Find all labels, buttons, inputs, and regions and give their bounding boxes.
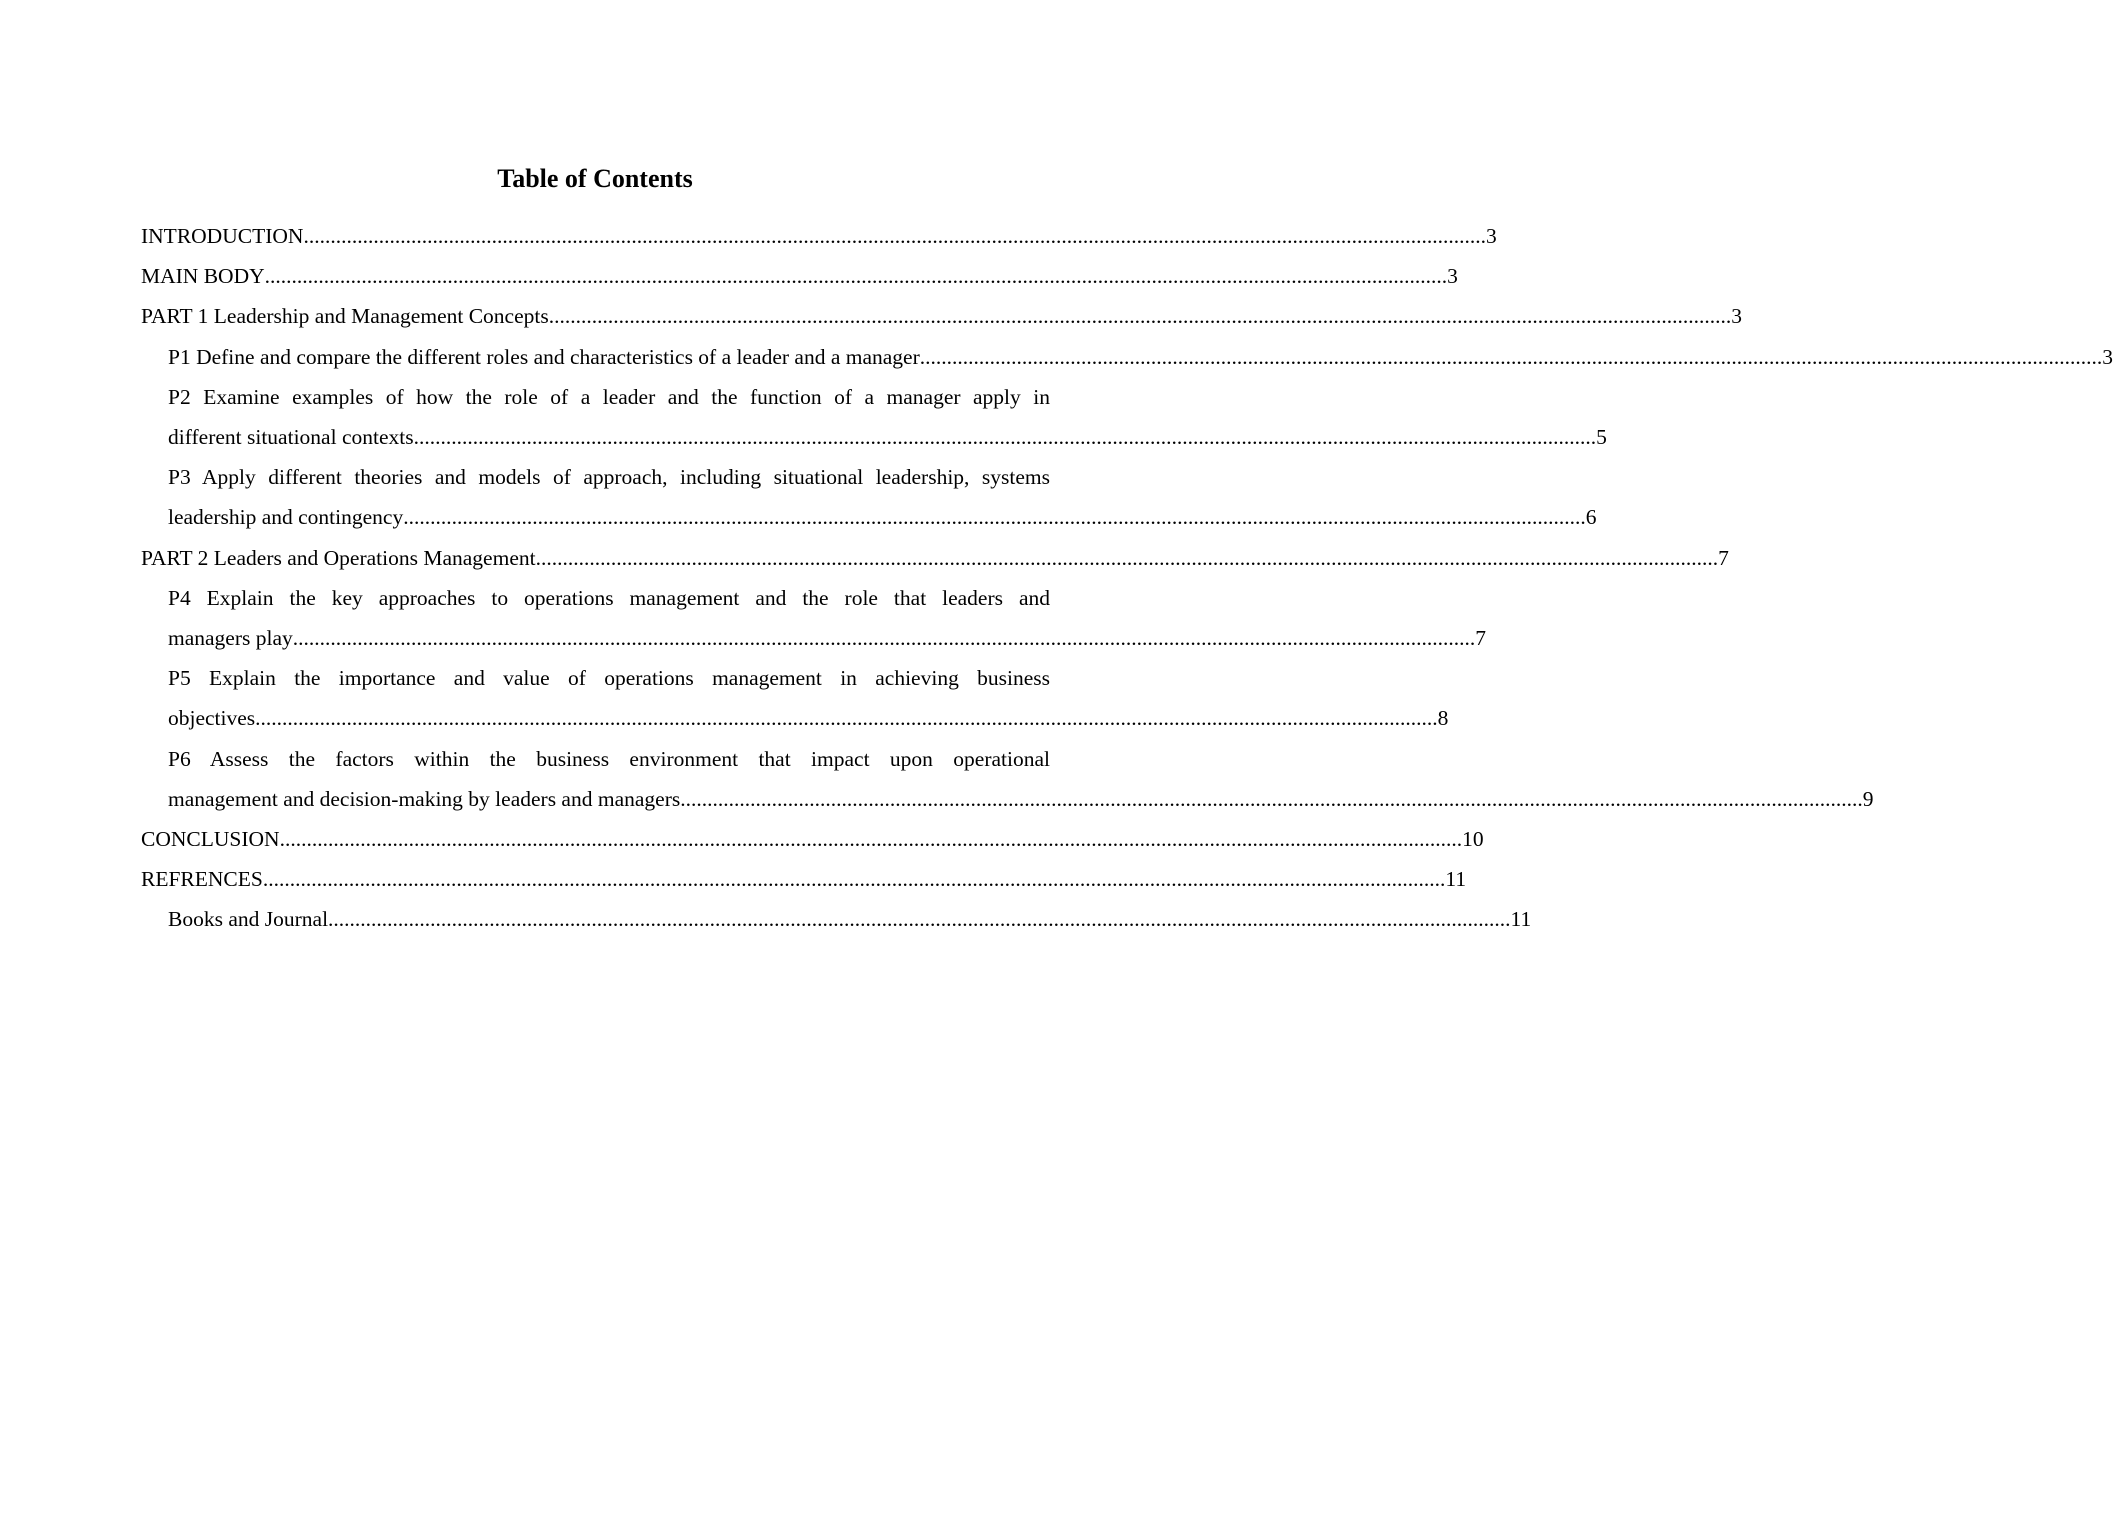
toc-page-number: 11: [1445, 867, 1467, 892]
toc-entry-title: managers play: [168, 626, 293, 651]
toc-entry-references[interactable]: [141, 859, 1467, 899]
toc-entry-p6[interactable]: [168, 739, 1874, 819]
toc-entry-title: PART 1 Leadership and Management Concepts: [141, 304, 549, 329]
toc-entry-introduction[interactable]: [141, 216, 1497, 256]
dot-leader: ............................................................................................................................................................................................................................: [279, 827, 1463, 852]
dot-leader: ............................................................................................................................................................................................................................: [413, 425, 1597, 450]
toc-page-number: 7: [1718, 545, 1729, 570]
toc-page-number: 11: [1510, 907, 1532, 932]
toc-page-number: 7: [1475, 626, 1487, 651]
toc-entry-title: Books and Journal: [168, 907, 329, 932]
toc-entry-title: REFRENCES: [141, 867, 263, 892]
toc-entry-p5[interactable]: [168, 658, 1449, 738]
toc-entry-title: objectives: [168, 706, 256, 731]
dot-leader: ............................................................................................................................................................................................................................: [680, 786, 1863, 811]
toc-entry-title-line: P6 Assess the factors within the business environment that impact upon operational: [168, 746, 1050, 771]
toc-page-number: 3: [1447, 264, 1458, 289]
toc-page-number: 10: [1462, 827, 1484, 852]
toc-entry-title: CONCLUSION: [141, 827, 280, 852]
toc-page-number: 5: [1596, 425, 1607, 450]
toc-entry-part-1[interactable]: [141, 296, 1742, 336]
toc-page-number: 8: [1437, 706, 1449, 731]
toc-title: Table of Contents: [497, 164, 693, 193]
dot-leader: ............................................................................................................................................................................................................................: [919, 344, 2103, 369]
toc-page-number: 9: [1862, 786, 1874, 811]
dot-leader: ............................................................................................................................................................................................................................: [548, 304, 1732, 329]
toc-entry-p1[interactable]: [168, 337, 2113, 377]
toc-entry-title-line: P3 Apply different theories and models of approach, including situational leadership, systems: [168, 465, 1050, 490]
toc-entry-title: different situational contexts: [168, 425, 414, 450]
toc-page-number: 3: [1731, 304, 1742, 329]
toc-entry-title-line: P5 Explain the importance and value of operations management in achieving business: [168, 666, 1050, 691]
table-of-contents: [141, 216, 2113, 940]
toc-entry-main-body[interactable]: [141, 256, 1458, 296]
dot-leader: ............................................................................................................................................................................................................................: [292, 626, 1476, 651]
toc-entry-p4[interactable]: [168, 578, 1487, 658]
toc-entry-p3[interactable]: [168, 457, 1597, 537]
dot-leader: ............................................................................................................................................................................................................................: [264, 264, 1448, 289]
toc-entry-conclusion[interactable]: [141, 819, 1484, 859]
toc-entry-p2[interactable]: [168, 377, 1607, 457]
toc-entry-title: INTRODUCTION: [141, 224, 304, 248]
dot-leader: ............................................................................................................................................................................................................................: [328, 907, 1511, 932]
toc-entry-title: P1 Define and compare the different roles and characteristics of a leader and a manager: [168, 344, 920, 369]
toc-entry-title: PART 2 Leaders and Operations Management: [141, 545, 536, 570]
toc-entry-title: leadership and contingency: [168, 505, 404, 530]
dot-leader: ............................................................................................................................................................................................................................: [262, 867, 1446, 892]
toc-page-number: 3: [2102, 344, 2113, 369]
dot-leader: ............................................................................................................................................................................................................................: [255, 706, 1438, 731]
dot-leader: ............................................................................................................................................................................................................................: [303, 224, 1486, 248]
toc-entry-title-line: P2 Examine examples of how the role of a leader and the function of a manager apply in: [168, 384, 1050, 409]
toc-page-number: 6: [1585, 505, 1597, 530]
dot-leader: ............................................................................................................................................................................................................................: [535, 545, 1719, 570]
toc-entry-title: management and decision-making by leaders and managers: [168, 786, 681, 811]
toc-entry-part-2[interactable]: [141, 538, 1729, 578]
toc-entry-books-and-journal[interactable]: [168, 899, 1532, 939]
toc-entry-title-line: P4 Explain the key approaches to operations management and the role that leaders and: [168, 585, 1050, 610]
toc-page-number: 3: [1485, 224, 1497, 248]
toc-entry-title: MAIN BODY: [141, 264, 265, 289]
dot-leader: ............................................................................................................................................................................................................................: [403, 505, 1586, 530]
